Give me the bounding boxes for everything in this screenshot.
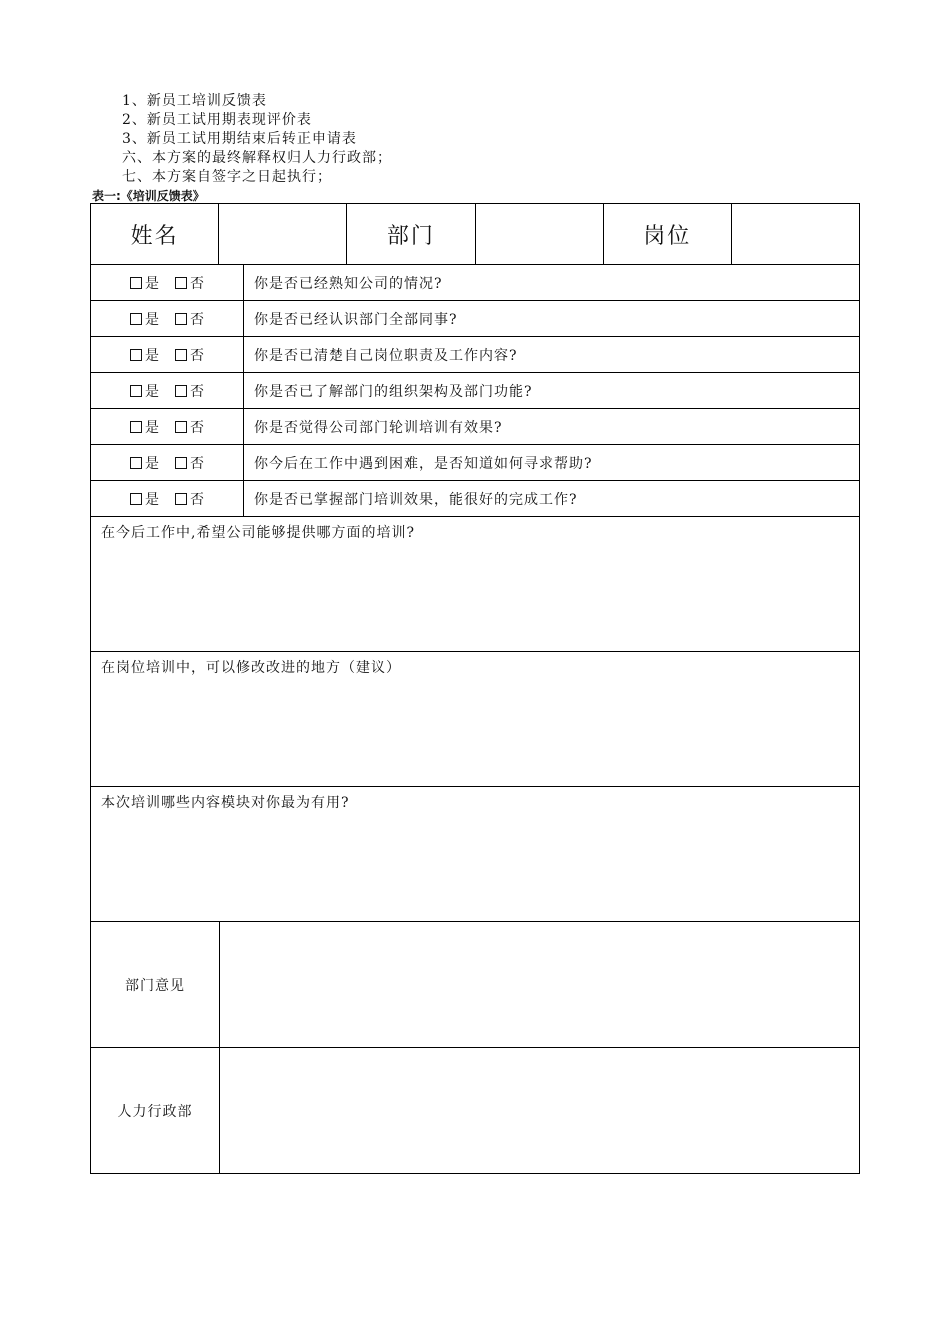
yes-checkbox[interactable] [130,457,142,469]
dept-field[interactable] [475,204,603,264]
intro-line: 3、新员工试用期结束后转正申请表 [122,131,357,147]
yes-no-options [91,445,244,480]
no-label: 否 [190,455,204,472]
yes-label: 是 [145,347,159,364]
no-checkbox[interactable] [175,349,187,361]
no-label: 否 [190,275,204,292]
yes-no-options [91,481,244,516]
open-question-row[interactable] [91,786,859,921]
no-label: 否 [190,419,204,436]
yes-label: 是 [145,311,159,328]
dept-label: 部门 [346,204,474,264]
question-row [91,264,859,300]
yes-no-options [91,373,244,408]
open-question-row[interactable] [91,516,859,651]
table-caption: 表一:《培训反馈表》 [92,189,205,203]
form-header-row [91,204,859,264]
dept-opinion-field[interactable] [220,922,859,1047]
question-text: 你是否已了解部门的组织架构及部门功能? [254,383,533,400]
training-feedback-form [90,203,860,1174]
intro-text [122,92,392,187]
signoff-row [91,921,859,1047]
yes-checkbox[interactable] [130,385,142,397]
question-row [91,300,859,336]
yes-label: 是 [145,383,159,400]
name-label: 姓名 [130,223,179,249]
yes-checkbox[interactable] [130,313,142,325]
yes-checkbox[interactable] [130,421,142,433]
position-label: 岗位 [603,204,731,264]
no-checkbox[interactable] [175,277,187,289]
no-checkbox[interactable] [175,421,187,433]
yes-checkbox[interactable] [130,493,142,505]
dept-opinion-label: 部门意见 [91,922,220,1047]
yes-label: 是 [145,455,159,472]
yes-no-options [91,337,244,372]
no-label: 否 [190,311,204,328]
intro-line: 1、新员工培训反馈表 [122,93,267,109]
no-label: 否 [190,491,204,508]
open-question-prompt: 在今后工作中,希望公司能够提供哪方面的培训? [101,525,415,541]
yes-checkbox[interactable] [130,277,142,289]
yes-no-options [91,301,244,336]
hr-admin-label: 人力行政部 [91,1048,220,1173]
question-text: 你是否已掌握部门培训效果，能很好的完成工作? [254,491,578,508]
no-label: 否 [190,383,204,400]
yes-label: 是 [145,275,159,292]
open-question-prompt: 在岗位培训中，可以修改改进的地方（建议） [101,660,401,676]
yes-no-options [91,265,244,300]
position-field[interactable] [731,204,859,264]
open-question-prompt: 本次培训哪些内容模块对你最为有用? [101,795,350,811]
yes-no-options [91,409,244,444]
hr-admin-field[interactable] [220,1048,859,1173]
intro-line: 2、新员工试用期表现评价表 [122,112,312,128]
question-row [91,336,859,372]
signoff-row [91,1047,859,1173]
intro-line: 六、本方案的最终解释权归人力行政部； [122,150,392,166]
question-text: 你是否已清楚自己岗位职责及工作内容? [254,347,518,364]
no-label: 否 [190,347,204,364]
yes-label: 是 [145,491,159,508]
no-checkbox[interactable] [175,457,187,469]
name-field[interactable] [218,204,346,264]
question-text: 你是否觉得公司部门轮训培训有效果? [254,419,503,436]
yes-checkbox[interactable] [130,349,142,361]
yes-label: 是 [145,419,159,436]
open-question-row[interactable] [91,651,859,786]
question-text: 你是否已经认识部门全部同事? [254,311,458,328]
question-row [91,444,859,480]
intro-line: 七、本方案自签字之日起执行； [122,169,332,185]
question-row [91,480,859,516]
question-text: 你是否已经熟知公司的情况? [254,275,443,292]
no-checkbox[interactable] [175,385,187,397]
question-text: 你今后在工作中遇到困难，是否知道如何寻求帮助? [254,455,593,472]
question-row [91,408,859,444]
no-checkbox[interactable] [175,313,187,325]
no-checkbox[interactable] [175,493,187,505]
question-row [91,372,859,408]
